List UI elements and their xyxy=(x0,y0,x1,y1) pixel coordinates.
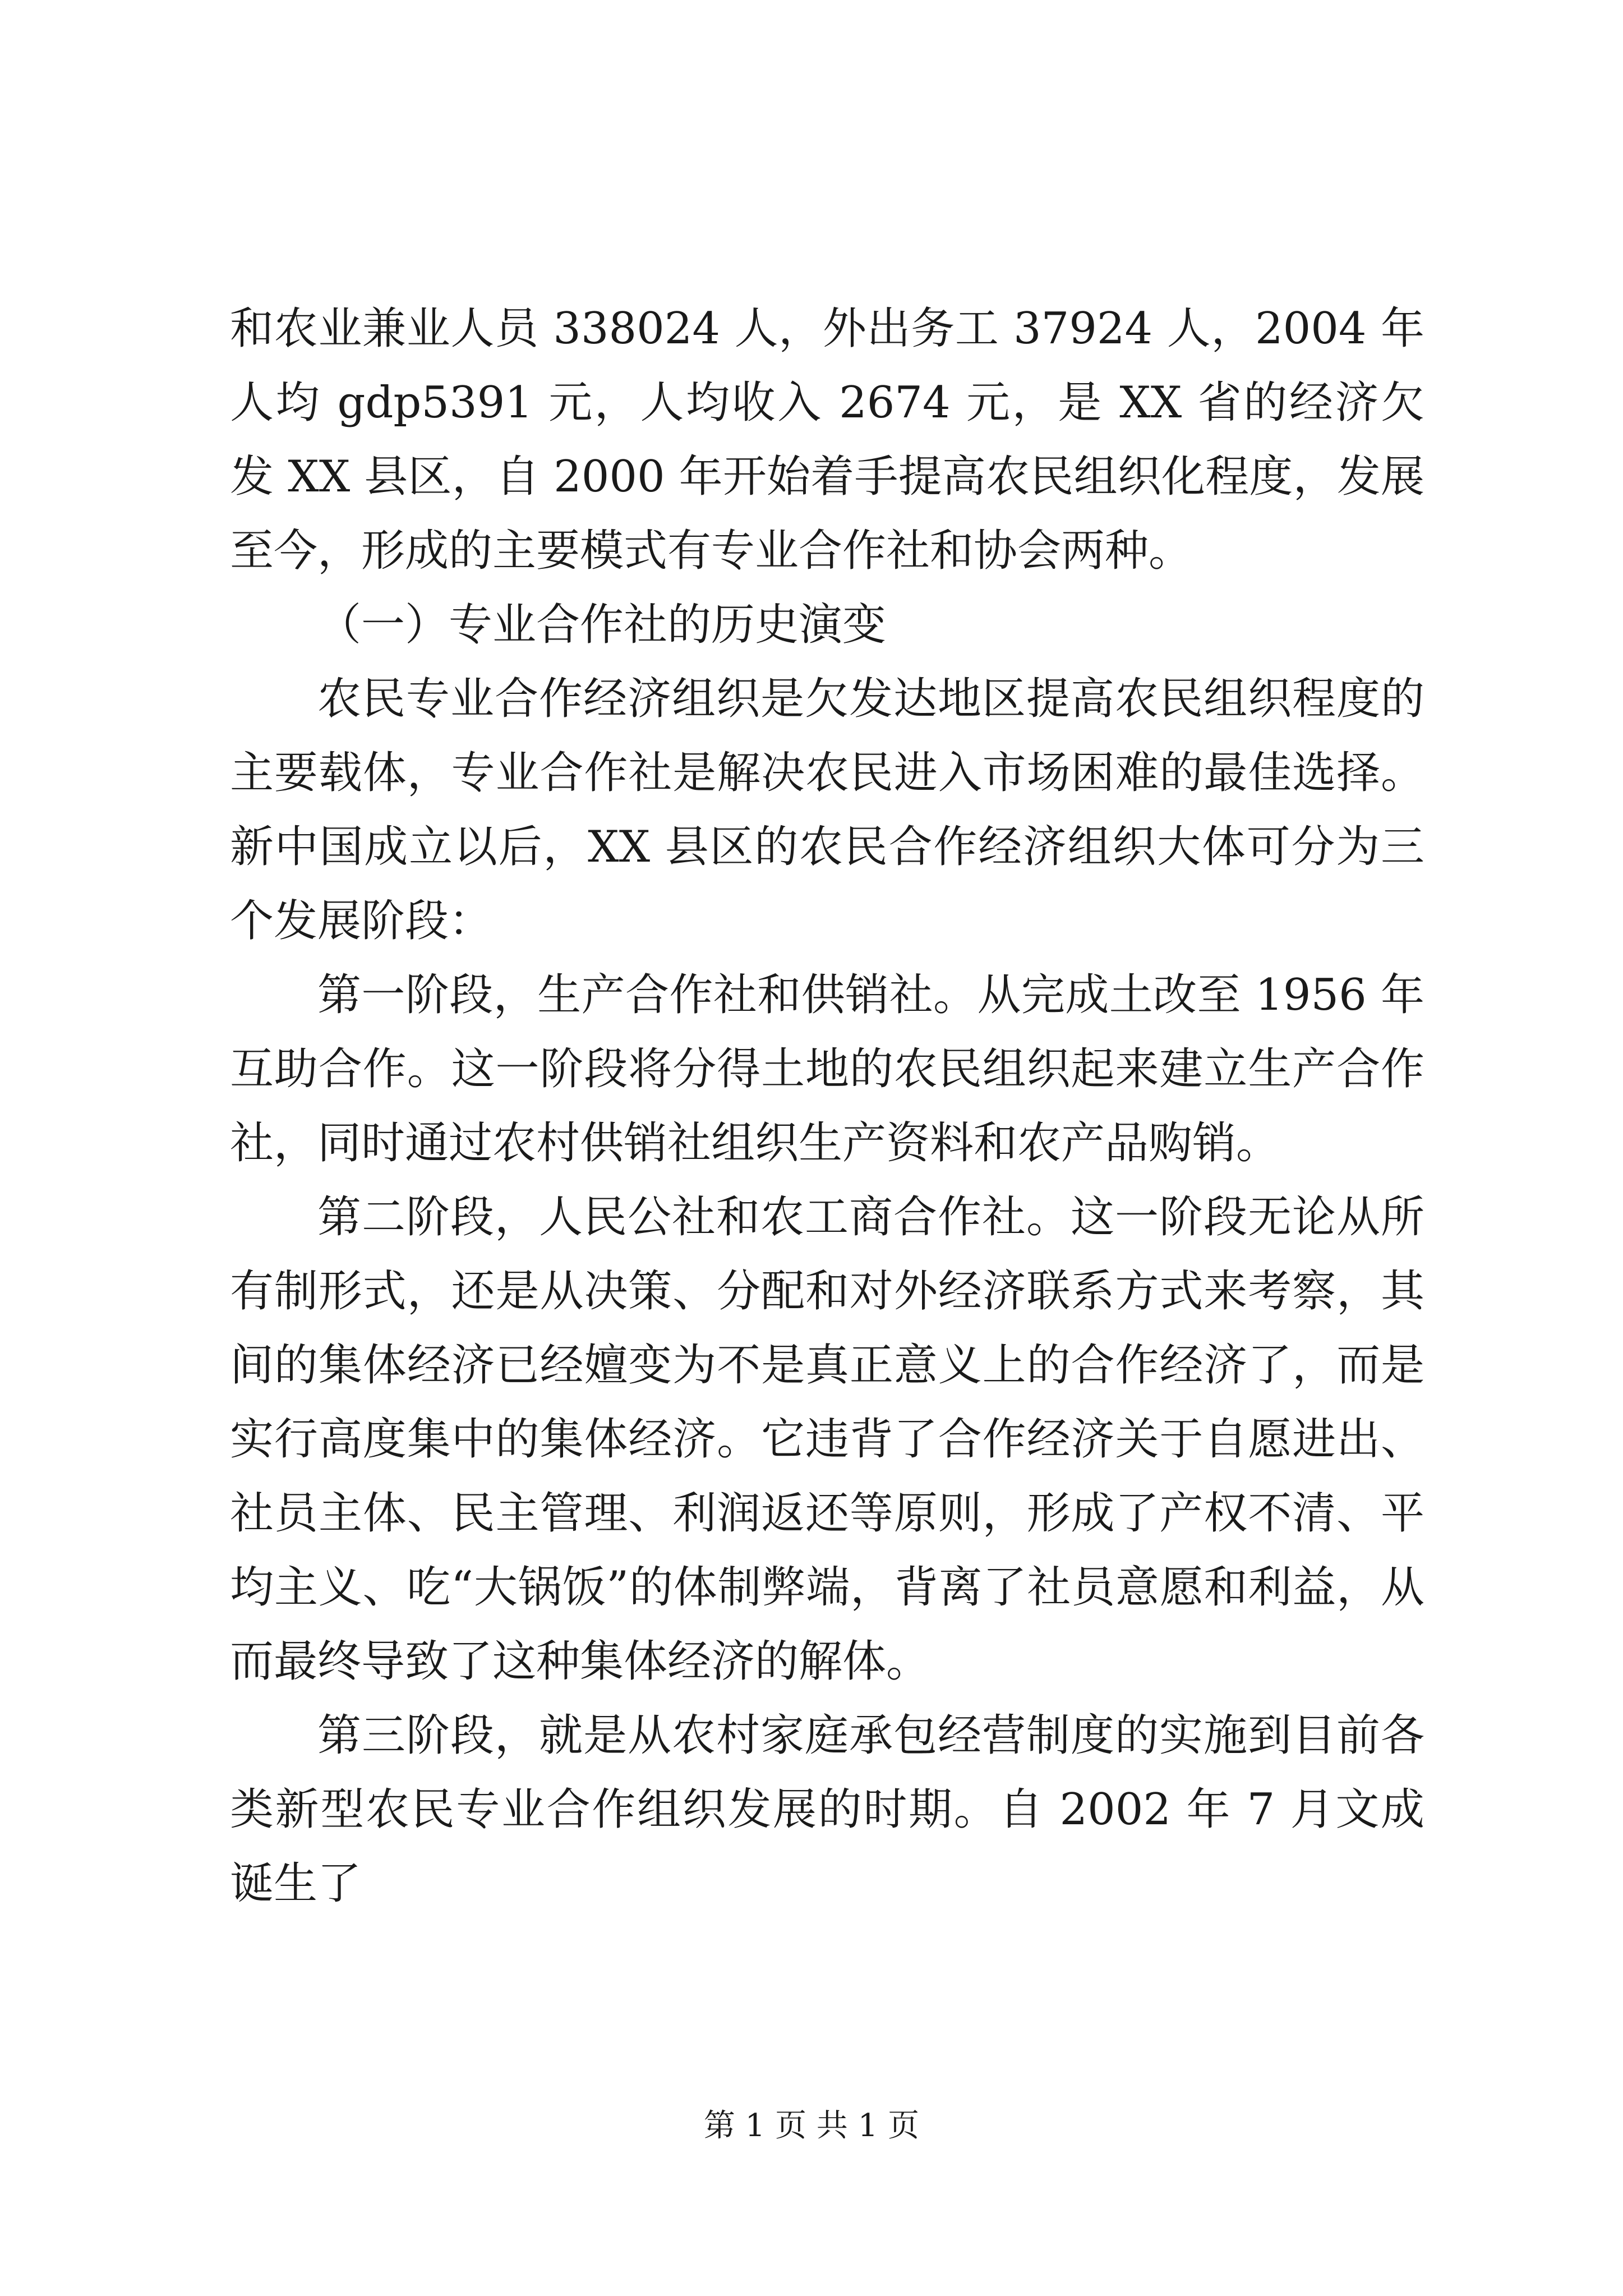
document-body xyxy=(230,292,1424,1921)
page-footer: 第 1 页 共 1 页 xyxy=(703,2108,920,2144)
paragraph-continuation: 和农业兼业人员 338024 人，外出务工 37924 人，2004 年人均 gdp5391 元，人均收入 2674 元，是 XX 省的经济欠发 XX 县区，自 2000 年开始着手提高农民组织化程度，发展至今，形成的主要模式有专业合作社和协会两种。 xyxy=(230,303,1424,576)
paragraph-stage-one: 第一阶段，生产合作社和供销社。从完成土改至 1956 年互助合作。这一阶段将分得土地的农民组织起来建立生产合作社，同时通过农村供销社组织生产资料和农产品购销。 xyxy=(230,970,1424,1168)
section-heading: （一）专业合作社的历史演变 xyxy=(317,600,887,650)
paragraph-intro: 农民专业合作经济组织是欠发达地区提高农民组织程度的主要载体，专业合作社是解决农民进入市场困难的最佳选择。新中国成立以后，XX 县区的农民合作经济组织大体可分为三个发展阶段： xyxy=(230,674,1424,946)
paragraph-stage-three: 第三阶段，就是从农村家庭承包经营制度的实施到目前各类新型农民专业合作组织发展的时期。自 2002 年 7 月文成诞生了 xyxy=(230,1710,1424,1909)
paragraph-stage-two: 第二阶段，人民公社和农工商合作社。这一阶段无论从所有制形式，还是从决策、分配和对外经济联系方式来考察，其间的集体经济已经嬗变为不是真正意义上的合作经济了，而是实行高度集中的集体经济。它违背了合作经济关于自愿进出、社员主体、民主管理、利润返还等原则，形成了产权不清、平均主义、吃“大锅饭”的体制弊端，背离了社员意愿和利益，从而最终导致了这种集体经济的解体。 xyxy=(230,1192,1424,1687)
